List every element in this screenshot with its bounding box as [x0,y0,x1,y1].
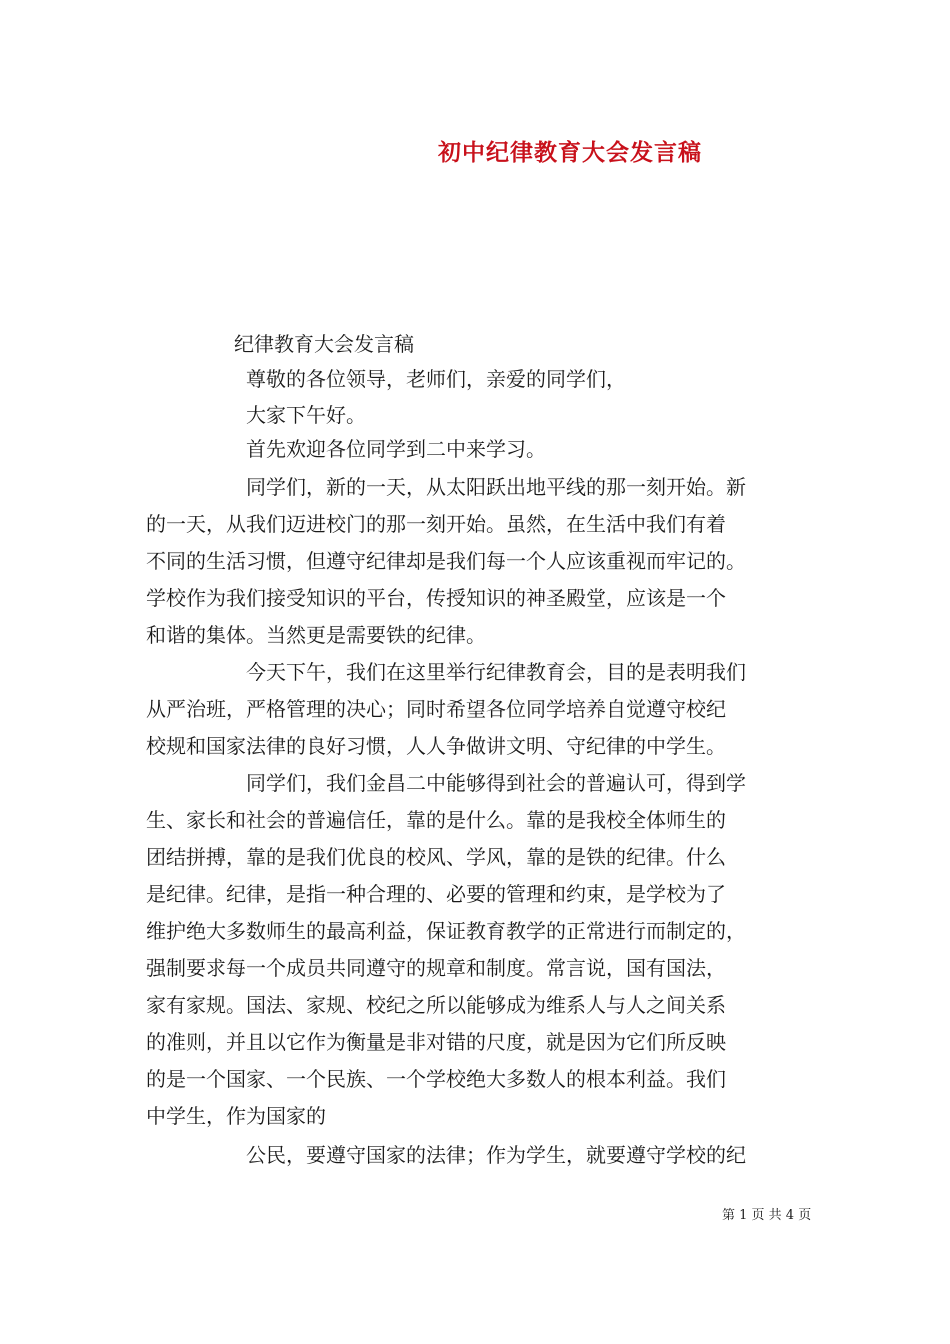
body-line: 从严治班，严格管理的决心；同时希望各位同学培养自觉遵守校纪 [146,697,726,721]
body-line: 的准则，并且以它作为衡量是非对错的尺度，就是因为它们所反映 [146,1030,726,1054]
body-line: 中学生，作为国家的 [146,1104,326,1128]
body-line: 的是一个国家、一个民族、一个学校绝大多数人的根本利益。我们 [146,1067,726,1091]
body-line: 和谐的集体。当然更是需要铁的纪律。 [146,623,486,647]
body-line: 强制要求每一个成员共同遵守的规章和制度。常言说，国有国法， [146,956,726,980]
body-line: 是纪律。纪律，是指一种合理的、必要的管理和约束，是学校为了 [146,882,726,906]
body-line: 维护绝大多数师生的最高利益，保证教育教学的正常进行而制定的， [146,919,746,943]
speech-heading: 纪律教育大会发言稿 [234,332,414,356]
page-number: 第 1 页 共 4 页 [722,1208,812,1223]
body-line: 生、家长和社会的普遍信任，靠的是什么。靠的是我校全体师生的 [146,808,726,832]
body-line: 尊敬的各位领导，老师们，亲爱的同学们， [246,367,626,391]
body-line: 不同的生活习惯，但遵守纪律却是我们每一个人应该重视而牢记的。 [146,549,746,573]
document-title: 初中纪律教育大会发言稿 [438,139,702,166]
body-line: 家有家规。国法、家规、校纪之所以能够成为维系人与人之间关系 [146,993,726,1017]
body-line: 大家下午好。 [246,403,366,427]
body-line: 同学们，新的一天，从太阳跃出地平线的那一刻开始。新 [246,475,746,499]
body-line: 的一天，从我们迈进校门的那一刻开始。虽然，在生活中我们有着 [146,512,726,536]
body-line: 首先欢迎各位同学到二中来学习。 [246,437,546,461]
body-line: 今天下午，我们在这里举行纪律教育会，目的是表明我们 [246,660,746,684]
body-line: 校规和国家法律的良好习惯，人人争做讲文明、守纪律的中学生。 [146,734,726,758]
body-line: 团结拼搏，靠的是我们优良的校风、学风，靠的是铁的纪律。什么 [146,845,726,869]
body-line: 公民，要遵守国家的法律；作为学生，就要遵守学校的纪 [246,1143,746,1167]
body-line: 学校作为我们接受知识的平台，传授知识的神圣殿堂，应该是一个 [146,586,726,610]
body-line: 同学们，我们金昌二中能够得到社会的普遍认可，得到学 [246,771,746,795]
